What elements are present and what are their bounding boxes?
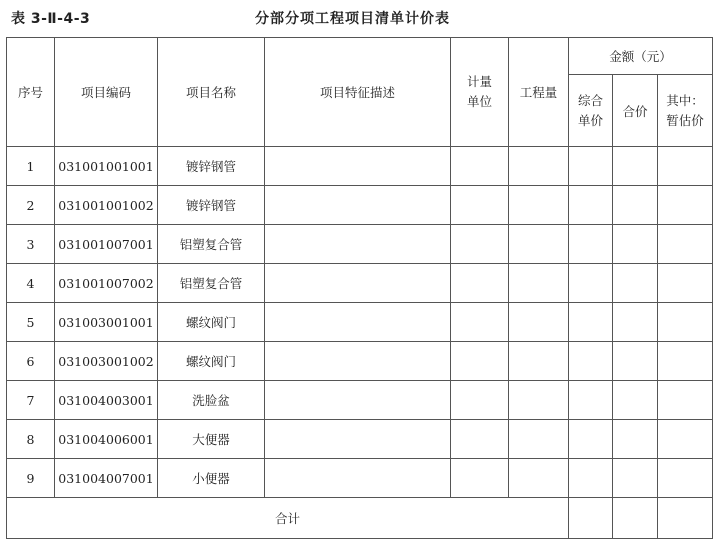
row-description-cell xyxy=(265,303,451,342)
row-provisional-cell xyxy=(658,342,713,381)
row-unit-price-cell xyxy=(569,147,613,186)
row-quantity-cell xyxy=(509,459,569,498)
row-total-cell xyxy=(613,186,658,225)
row-unit-cell xyxy=(451,186,509,225)
row-quantity-cell xyxy=(509,147,569,186)
row-provisional-cell xyxy=(658,225,713,264)
header-seq: 序号 xyxy=(7,38,55,147)
row-quantity-cell xyxy=(509,420,569,459)
row-total-cell xyxy=(613,225,658,264)
row-description-cell xyxy=(265,264,451,303)
table-row xyxy=(7,147,713,186)
row-seq: 5 xyxy=(7,303,55,342)
row-unit-cell xyxy=(451,459,509,498)
total-provisional-cell xyxy=(658,498,713,539)
row-code: 031001001002 xyxy=(55,186,158,225)
row-unit-price-cell xyxy=(569,459,613,498)
row-name: 螺纹阀门 xyxy=(158,342,265,381)
row-name: 小便器 xyxy=(158,459,265,498)
row-code: 031001001001 xyxy=(55,147,158,186)
row-total-cell xyxy=(613,420,658,459)
row-name: 大便器 xyxy=(158,420,265,459)
row-quantity-cell xyxy=(509,186,569,225)
row-seq: 7 xyxy=(7,381,55,420)
table-title: 分部分项工程项目清单计价表 xyxy=(255,11,450,27)
row-code: 031004006001 xyxy=(55,420,158,459)
row-description-cell xyxy=(265,186,451,225)
row-unit-price-cell xyxy=(569,342,613,381)
row-name: 螺纹阀门 xyxy=(158,303,265,342)
row-description-cell xyxy=(265,342,451,381)
row-description-cell xyxy=(265,459,451,498)
row-name: 洗脸盆 xyxy=(158,381,265,420)
row-name: 镀锌钢管 xyxy=(158,186,265,225)
header-code: 项目编码 xyxy=(55,38,158,147)
header-provisional xyxy=(658,75,713,147)
table-row xyxy=(7,303,713,342)
header-unit-line1: 计量 xyxy=(466,74,492,89)
header-unit-price-line1: 综合 xyxy=(577,92,603,108)
row-code: 031004007001 xyxy=(55,459,158,498)
row-description-cell xyxy=(265,147,451,186)
table-row xyxy=(7,264,713,303)
row-total-cell xyxy=(613,264,658,303)
row-total-cell xyxy=(613,342,658,381)
row-unit-price-cell xyxy=(569,186,613,225)
header-description: 项目特征描述 xyxy=(265,38,451,147)
header-unit-price-line2: 单价 xyxy=(577,112,603,128)
row-unit-price-cell xyxy=(569,303,613,342)
row-quantity-cell xyxy=(509,381,569,420)
row-unit-price-cell xyxy=(569,381,613,420)
row-name: 铝塑复合管 xyxy=(158,225,265,264)
header-unit-line2: 单位 xyxy=(466,94,492,109)
row-description-cell xyxy=(265,420,451,459)
row-total-cell xyxy=(613,459,658,498)
header-unit xyxy=(451,38,509,147)
row-quantity-cell xyxy=(509,225,569,264)
row-seq: 8 xyxy=(7,420,55,459)
header-amount: 金额（元） xyxy=(569,38,713,75)
table-row xyxy=(7,225,713,264)
row-provisional-cell xyxy=(658,420,713,459)
row-total-cell xyxy=(613,303,658,342)
row-name: 镀锌钢管 xyxy=(158,147,265,186)
row-quantity-cell xyxy=(509,342,569,381)
row-code: 031003001001 xyxy=(55,303,158,342)
row-total-cell xyxy=(613,381,658,420)
total-label: 合计 xyxy=(7,498,569,539)
row-provisional-cell xyxy=(658,147,713,186)
table-row xyxy=(7,459,713,498)
row-seq: 4 xyxy=(7,264,55,303)
row-seq: 2 xyxy=(7,186,55,225)
row-code: 031001007002 xyxy=(55,264,158,303)
header-provisional-line2: 暂估价 xyxy=(666,112,704,128)
header-name: 项目名称 xyxy=(158,38,265,147)
row-unit-cell xyxy=(451,225,509,264)
total-price-cell xyxy=(613,498,658,539)
row-seq: 6 xyxy=(7,342,55,381)
row-unit-price-cell xyxy=(569,420,613,459)
row-seq: 3 xyxy=(7,225,55,264)
row-total-cell xyxy=(613,147,658,186)
row-unit-cell xyxy=(451,342,509,381)
row-unit-cell xyxy=(451,381,509,420)
row-code: 031001007001 xyxy=(55,225,158,264)
row-provisional-cell xyxy=(658,459,713,498)
table-number: 表 3-Ⅱ-4-3 xyxy=(11,11,91,27)
row-provisional-cell xyxy=(658,303,713,342)
row-name: 铝塑复合管 xyxy=(158,264,265,303)
row-unit-cell xyxy=(451,303,509,342)
header-provisional-line1: 其中： xyxy=(666,92,704,108)
total-row xyxy=(7,498,713,539)
row-quantity-cell xyxy=(509,264,569,303)
row-provisional-cell xyxy=(658,264,713,303)
row-quantity-cell xyxy=(509,303,569,342)
row-unit-price-cell xyxy=(569,264,613,303)
total-unit-price-cell xyxy=(569,498,613,539)
table-row xyxy=(7,420,713,459)
row-seq: 9 xyxy=(7,459,55,498)
header-quantity: 工程量 xyxy=(509,38,569,147)
bill-of-quantities-table xyxy=(6,37,713,539)
header-total-price: 合价 xyxy=(613,75,658,147)
row-unit-cell xyxy=(451,264,509,303)
row-unit-cell xyxy=(451,147,509,186)
row-code: 031004003001 xyxy=(55,381,158,420)
table-row xyxy=(7,342,713,381)
table-row xyxy=(7,186,713,225)
row-seq: 1 xyxy=(7,147,55,186)
row-description-cell xyxy=(265,225,451,264)
table-row xyxy=(7,381,713,420)
row-unit-price-cell xyxy=(569,225,613,264)
row-unit-cell xyxy=(451,420,509,459)
row-provisional-cell xyxy=(658,186,713,225)
row-provisional-cell xyxy=(658,381,713,420)
header-unit-price xyxy=(569,75,613,147)
row-description-cell xyxy=(265,381,451,420)
row-code: 031003001002 xyxy=(55,342,158,381)
